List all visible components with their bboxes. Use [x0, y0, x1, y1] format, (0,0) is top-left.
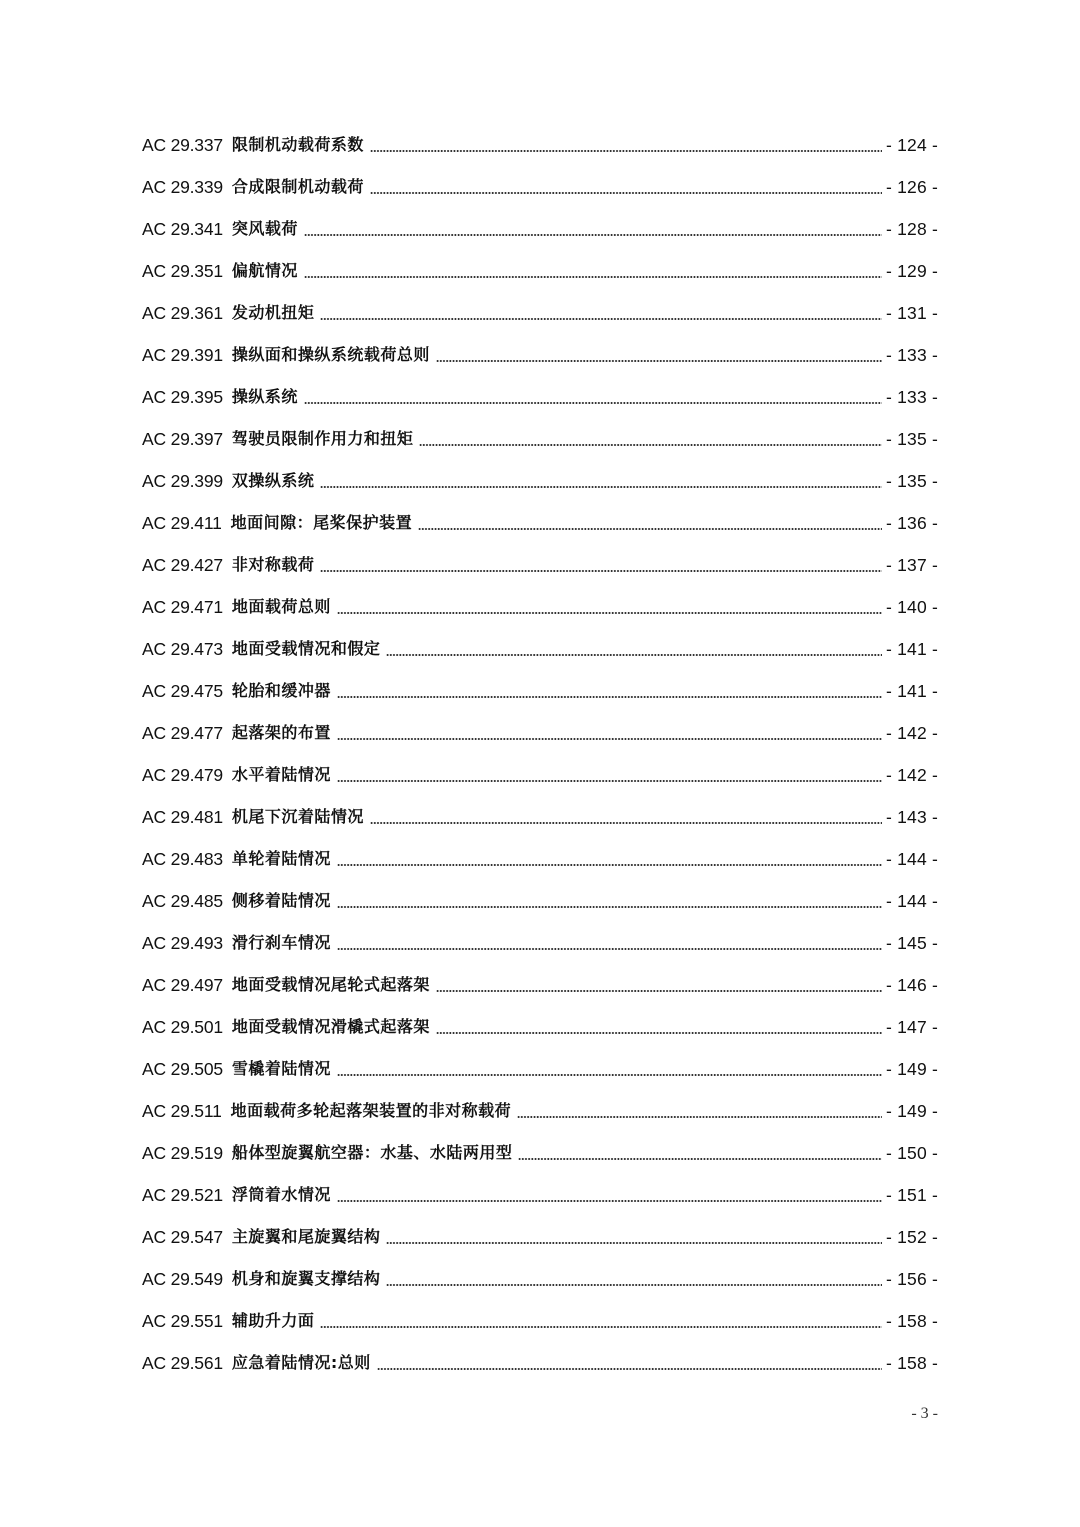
toc-entry[interactable] [142, 586, 938, 628]
toc-code: AC 29.501 [142, 1017, 223, 1037]
toc-title: 机身和旋翼支撑结构 [231, 1269, 381, 1288]
toc-page-number: - 149 - [886, 1059, 938, 1079]
toc-page-number: - 147 - [886, 1017, 938, 1037]
toc-code: AC 29.521 [142, 1185, 223, 1205]
toc-title: 发动机扭矩 [231, 303, 315, 322]
toc-code: AC 29.361 [142, 303, 223, 323]
toc-page-number: - 143 - [886, 807, 938, 827]
toc-leader-dots [518, 1158, 882, 1160]
toc-title: 地面载荷多轮起落架装置的非对称载荷 [230, 1101, 512, 1120]
toc-title: 雪橇着陆情况 [231, 1059, 331, 1078]
toc-entry[interactable] [142, 502, 938, 544]
toc-leader-dots [337, 780, 882, 782]
toc-leader-dots [436, 990, 882, 992]
toc-code: AC 29.427 [142, 555, 223, 575]
toc-title: 水平着陆情况 [231, 765, 331, 784]
toc-entry[interactable] [142, 1132, 938, 1174]
toc-title: 合成限制机动载荷 [231, 177, 364, 196]
toc-code: AC 29.341 [142, 219, 223, 239]
toc-entry[interactable] [142, 670, 938, 712]
toc-page-number: - 135 - [886, 429, 938, 449]
toc-page-number: - 144 - [886, 849, 938, 869]
toc-leader-dots [337, 696, 882, 698]
toc-leader-dots [304, 402, 882, 404]
toc-entry[interactable] [142, 334, 938, 376]
toc-title: 轮胎和缓冲器 [231, 681, 331, 700]
toc-code: AC 29.551 [142, 1311, 223, 1331]
toc-leader-dots [337, 612, 882, 614]
toc-title: 操纵系统 [231, 387, 298, 406]
toc-leader-dots [370, 192, 882, 194]
toc-title: 机尾下沉着陆情况 [231, 807, 364, 826]
toc-title: 辅助升力面 [231, 1311, 315, 1330]
toc-page-number: - 133 - [886, 387, 938, 407]
toc-title: 应急着陆情况:总则 [231, 1353, 371, 1372]
toc-entry[interactable] [142, 628, 938, 670]
toc-code: AC 29.511 [142, 1101, 222, 1121]
toc-title: 双操纵系统 [231, 471, 315, 490]
toc-entry[interactable] [142, 460, 938, 502]
toc-entry[interactable] [142, 712, 938, 754]
toc-entry[interactable] [142, 1300, 938, 1342]
toc-entry[interactable] [142, 208, 938, 250]
toc-leader-dots [304, 276, 882, 278]
toc-leader-dots [386, 1242, 882, 1244]
toc-entry[interactable] [142, 1258, 938, 1300]
toc-leader-dots [337, 948, 882, 950]
toc-code: AC 29.493 [142, 933, 223, 953]
toc-page-number: - 142 - [886, 765, 938, 785]
toc-title: 地面间隙：尾桨保护装置 [230, 513, 413, 532]
toc-entry[interactable] [142, 250, 938, 292]
toc-code: AC 29.547 [142, 1227, 223, 1247]
toc-code: AC 29.339 [142, 177, 223, 197]
toc-leader-dots [436, 1032, 882, 1034]
toc-code: AC 29.411 [142, 513, 222, 533]
page-number: - 3 - [911, 1405, 938, 1422]
toc-leader-dots [370, 150, 882, 152]
toc-leader-dots [337, 1074, 882, 1076]
toc-code: AC 29.505 [142, 1059, 223, 1079]
toc-entry[interactable] [142, 964, 938, 1006]
toc-code: AC 29.471 [142, 597, 223, 617]
toc-code: AC 29.481 [142, 807, 223, 827]
toc-entry[interactable] [142, 544, 938, 586]
toc-entry[interactable] [142, 166, 938, 208]
toc-page-number: - 144 - [886, 891, 938, 911]
toc-code: AC 29.519 [142, 1143, 223, 1163]
toc-page-number: - 133 - [886, 345, 938, 365]
toc-leader-dots [517, 1116, 882, 1118]
toc-leader-dots [304, 234, 882, 236]
toc-title: 非对称载荷 [231, 555, 315, 574]
toc-leader-dots [418, 528, 882, 530]
toc-code: AC 29.351 [142, 261, 223, 281]
toc-code: AC 29.497 [142, 975, 223, 995]
toc-page-number: - 151 - [886, 1185, 938, 1205]
toc-code: AC 29.549 [142, 1269, 223, 1289]
toc-leader-dots [386, 654, 882, 656]
toc-title: 船体型旋翼航空器：水基、水陆两用型 [231, 1143, 513, 1162]
toc-entry[interactable] [142, 1006, 938, 1048]
toc-page-number: - 136 - [886, 513, 938, 533]
toc-page-number: - 158 - [886, 1353, 938, 1373]
toc-entry[interactable] [142, 1090, 938, 1132]
toc-code: AC 29.485 [142, 891, 223, 911]
toc-page-number: - 126 - [886, 177, 938, 197]
toc-entry[interactable] [142, 124, 938, 166]
toc-leader-dots [337, 864, 882, 866]
toc-title: 驾驶员限制作用力和扭矩 [231, 429, 414, 448]
toc-leader-dots [320, 1326, 882, 1328]
toc-title: 侧移着陆情况 [231, 891, 331, 910]
toc-leader-dots [419, 444, 882, 446]
toc-code: AC 29.395 [142, 387, 223, 407]
toc-leader-dots [337, 738, 882, 740]
toc-page-number: - 149 - [886, 1101, 938, 1121]
toc-page-number: - 152 - [886, 1227, 938, 1247]
toc-page-number: - 129 - [886, 261, 938, 281]
toc-entry[interactable] [142, 1048, 938, 1090]
toc-leader-dots [320, 486, 882, 488]
toc-page-number: - 128 - [886, 219, 938, 239]
toc-page-number: - 156 - [886, 1269, 938, 1289]
toc-page-number: - 124 - [886, 135, 938, 155]
toc-page-number: - 140 - [886, 597, 938, 617]
toc-code: AC 29.473 [142, 639, 223, 659]
toc-entry[interactable] [142, 1342, 938, 1384]
toc-entry[interactable] [142, 292, 938, 334]
toc-entry[interactable] [142, 1216, 938, 1258]
toc-leader-dots [386, 1284, 882, 1286]
toc-leader-dots [320, 318, 882, 320]
toc-code: AC 29.337 [142, 135, 223, 155]
toc-page-number: - 141 - [886, 681, 938, 701]
toc-title: 滑行刹车情况 [231, 933, 331, 952]
toc-title: 偏航情况 [231, 261, 298, 280]
toc-title: 操纵面和操纵系统载荷总则 [231, 345, 430, 364]
toc-page-number: - 137 - [886, 555, 938, 575]
toc-page-number: - 131 - [886, 303, 938, 323]
toc-title: 限制机动载荷系数 [231, 135, 364, 154]
toc-page-number: - 142 - [886, 723, 938, 743]
toc-entry[interactable] [142, 418, 938, 460]
toc-leader-dots [377, 1368, 882, 1370]
toc-entry[interactable] [142, 922, 938, 964]
toc-title: 单轮着陆情况 [231, 849, 331, 868]
table-of-contents [142, 124, 938, 1384]
toc-page-number: - 135 - [886, 471, 938, 491]
toc-title: 浮筒着水情况 [231, 1185, 331, 1204]
toc-code: AC 29.561 [142, 1353, 223, 1373]
toc-page-number: - 150 - [886, 1143, 938, 1163]
toc-title: 起落架的布置 [231, 723, 331, 742]
toc-title: 地面载荷总则 [231, 597, 331, 616]
toc-title: 地面受载情况和假定 [231, 639, 381, 658]
toc-leader-dots [436, 360, 882, 362]
toc-title: 地面受载情况滑橇式起落架 [231, 1017, 430, 1036]
toc-page-number: - 146 - [886, 975, 938, 995]
toc-code: AC 29.399 [142, 471, 223, 491]
toc-page-number: - 158 - [886, 1311, 938, 1331]
toc-title: 地面受载情况尾轮式起落架 [231, 975, 430, 994]
toc-code: AC 29.479 [142, 765, 223, 785]
toc-code: AC 29.391 [142, 345, 223, 365]
toc-code: AC 29.483 [142, 849, 223, 869]
toc-entry[interactable] [142, 754, 938, 796]
toc-code: AC 29.475 [142, 681, 223, 701]
toc-code: AC 29.397 [142, 429, 223, 449]
toc-entry[interactable] [142, 838, 938, 880]
toc-page-number: - 141 - [886, 639, 938, 659]
toc-entry[interactable] [142, 880, 938, 922]
toc-entry[interactable] [142, 376, 938, 418]
toc-title: 主旋翼和尾旋翼结构 [231, 1227, 381, 1246]
toc-leader-dots [370, 822, 882, 824]
toc-entry[interactable] [142, 796, 938, 838]
toc-page-number: - 145 - [886, 933, 938, 953]
toc-title: 突风载荷 [231, 219, 298, 238]
toc-code: AC 29.477 [142, 723, 223, 743]
toc-leader-dots [337, 906, 882, 908]
toc-entry[interactable] [142, 1174, 938, 1216]
toc-leader-dots [337, 1200, 882, 1202]
toc-leader-dots [320, 570, 882, 572]
